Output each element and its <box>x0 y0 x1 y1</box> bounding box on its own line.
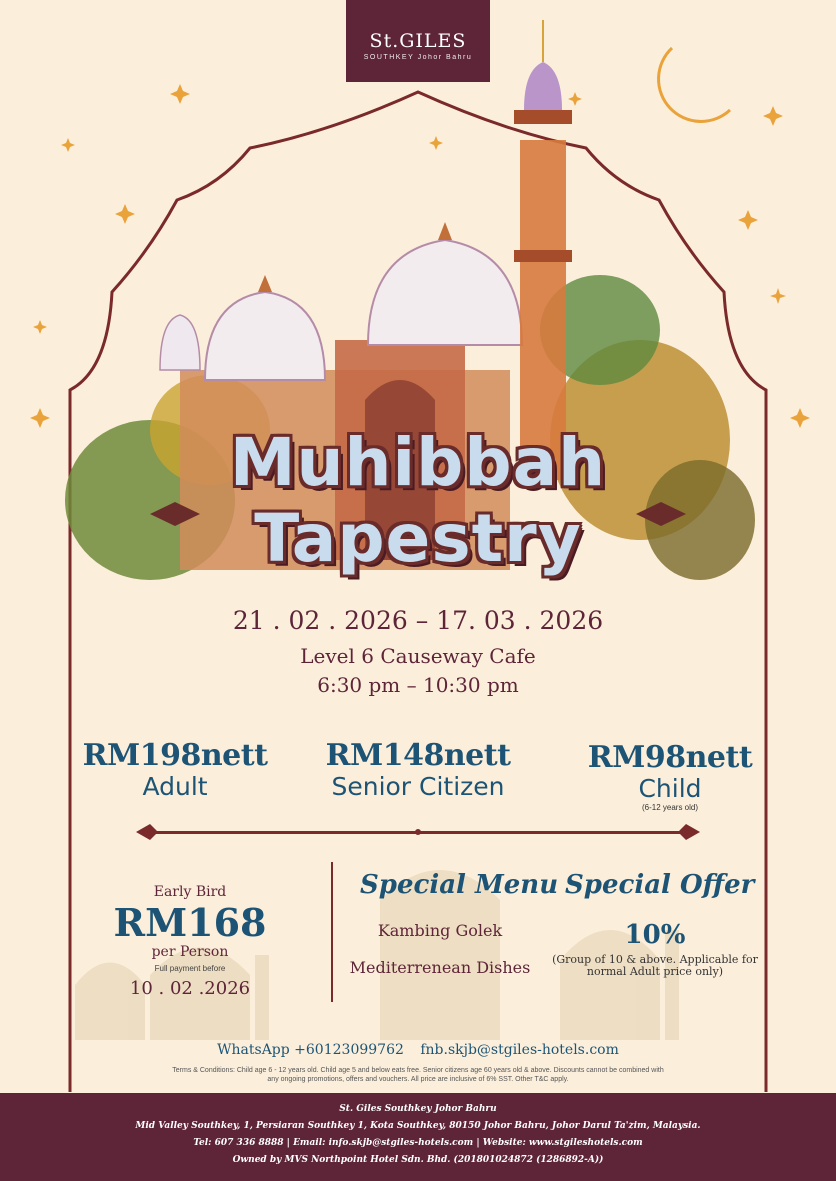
price-adult <box>70 738 280 801</box>
special-offer-note: (Group of 10 & above. Applicable for normal Adult price only) <box>552 953 758 978</box>
event-dates: 21 . 02 . 2026 – 17. 03 . 2026 <box>232 606 604 635</box>
star-icon <box>33 320 47 334</box>
early-bird-date: 10 . 02 .2026 <box>129 978 251 999</box>
terms-and-conditions: Terms & Conditions: Child age 6 - 12 years old. Child age 5 and below eats free. Senior citizens age 60 years old & above. Discounts cannot be combined with any ongoing promotions, offers and vouchers. All price are inclusive of 6% SST. Other T&C apply. <box>172 1067 664 1083</box>
price-label: Child <box>638 774 702 803</box>
ornamental-divider <box>136 824 700 840</box>
early-bird-amount: RM168 <box>113 900 267 945</box>
price-note: (6-12 years old) <box>641 803 699 812</box>
whatsapp-link[interactable]: WhatsApp +60123099762 <box>217 1042 404 1058</box>
logo-subtitle: SOUTHKEY Johor Bahru <box>363 54 473 61</box>
special-offer-heading: Special Offer <box>565 870 755 900</box>
event-time: 6:30 pm – 10:30 pm <box>317 673 519 697</box>
footer <box>0 1093 836 1181</box>
contact-line <box>0 1042 836 1058</box>
early-bird-label: Early Bird <box>153 884 227 900</box>
star-icon <box>770 288 786 304</box>
price-amount: RM198nett <box>82 738 268 773</box>
footer-hotel-name: St. Giles Southkey Johor Bahru <box>339 1104 497 1114</box>
footer-owner: Owned by MVS Northpoint Hotel Sdn. Bhd. (201801024872 (1286892-A)) <box>232 1155 604 1165</box>
star-icon <box>763 106 783 126</box>
star-icon <box>170 84 190 104</box>
email-link[interactable]: fnb.skjb@stgiles-hotels.com <box>420 1042 619 1058</box>
logo-name: St.GILES <box>369 30 467 52</box>
special-offer-value: 10% <box>624 920 686 950</box>
early-bird-per: per Person <box>151 944 229 960</box>
price-amount: RM148nett <box>325 738 511 773</box>
menu-item: Mediterrenean Dishes <box>349 958 531 977</box>
price-amount: RM98nett <box>587 740 753 775</box>
vertical-separator <box>331 862 333 1002</box>
hotel-logo <box>346 0 490 82</box>
price-senior <box>300 738 536 801</box>
price-label: Adult <box>142 772 208 801</box>
footer-address: Mid Valley Southkey, 1, Persiaran Southkey 1, Kota Southkey, 80150 Johor Bahru, Johor Darul Ta'zim, Malaysia. <box>135 1121 701 1131</box>
star-icon <box>429 136 443 150</box>
title-line-1: Muhibbah <box>229 424 607 501</box>
crescent-moon-icon <box>659 48 730 121</box>
event-venue: Level 6 Causeway Cafe <box>300 644 536 668</box>
special-menu-heading: Special Menu <box>360 870 559 900</box>
star-icon <box>568 92 582 106</box>
menu-item: Kambing Golek <box>377 921 503 940</box>
star-icon <box>61 138 75 152</box>
star-icon <box>115 204 135 224</box>
price-child <box>565 740 775 812</box>
star-icon <box>738 210 758 230</box>
price-label: Senior Citizen <box>331 772 505 801</box>
early-bird-note: Full payment before <box>154 964 226 973</box>
footer-contacts: Tel: 607 336 8888 | Email: info.skjb@stgiles-hotels.com | Website: www.stgileshotels.com <box>193 1138 643 1148</box>
title-line-2: Tapestry <box>254 500 582 577</box>
